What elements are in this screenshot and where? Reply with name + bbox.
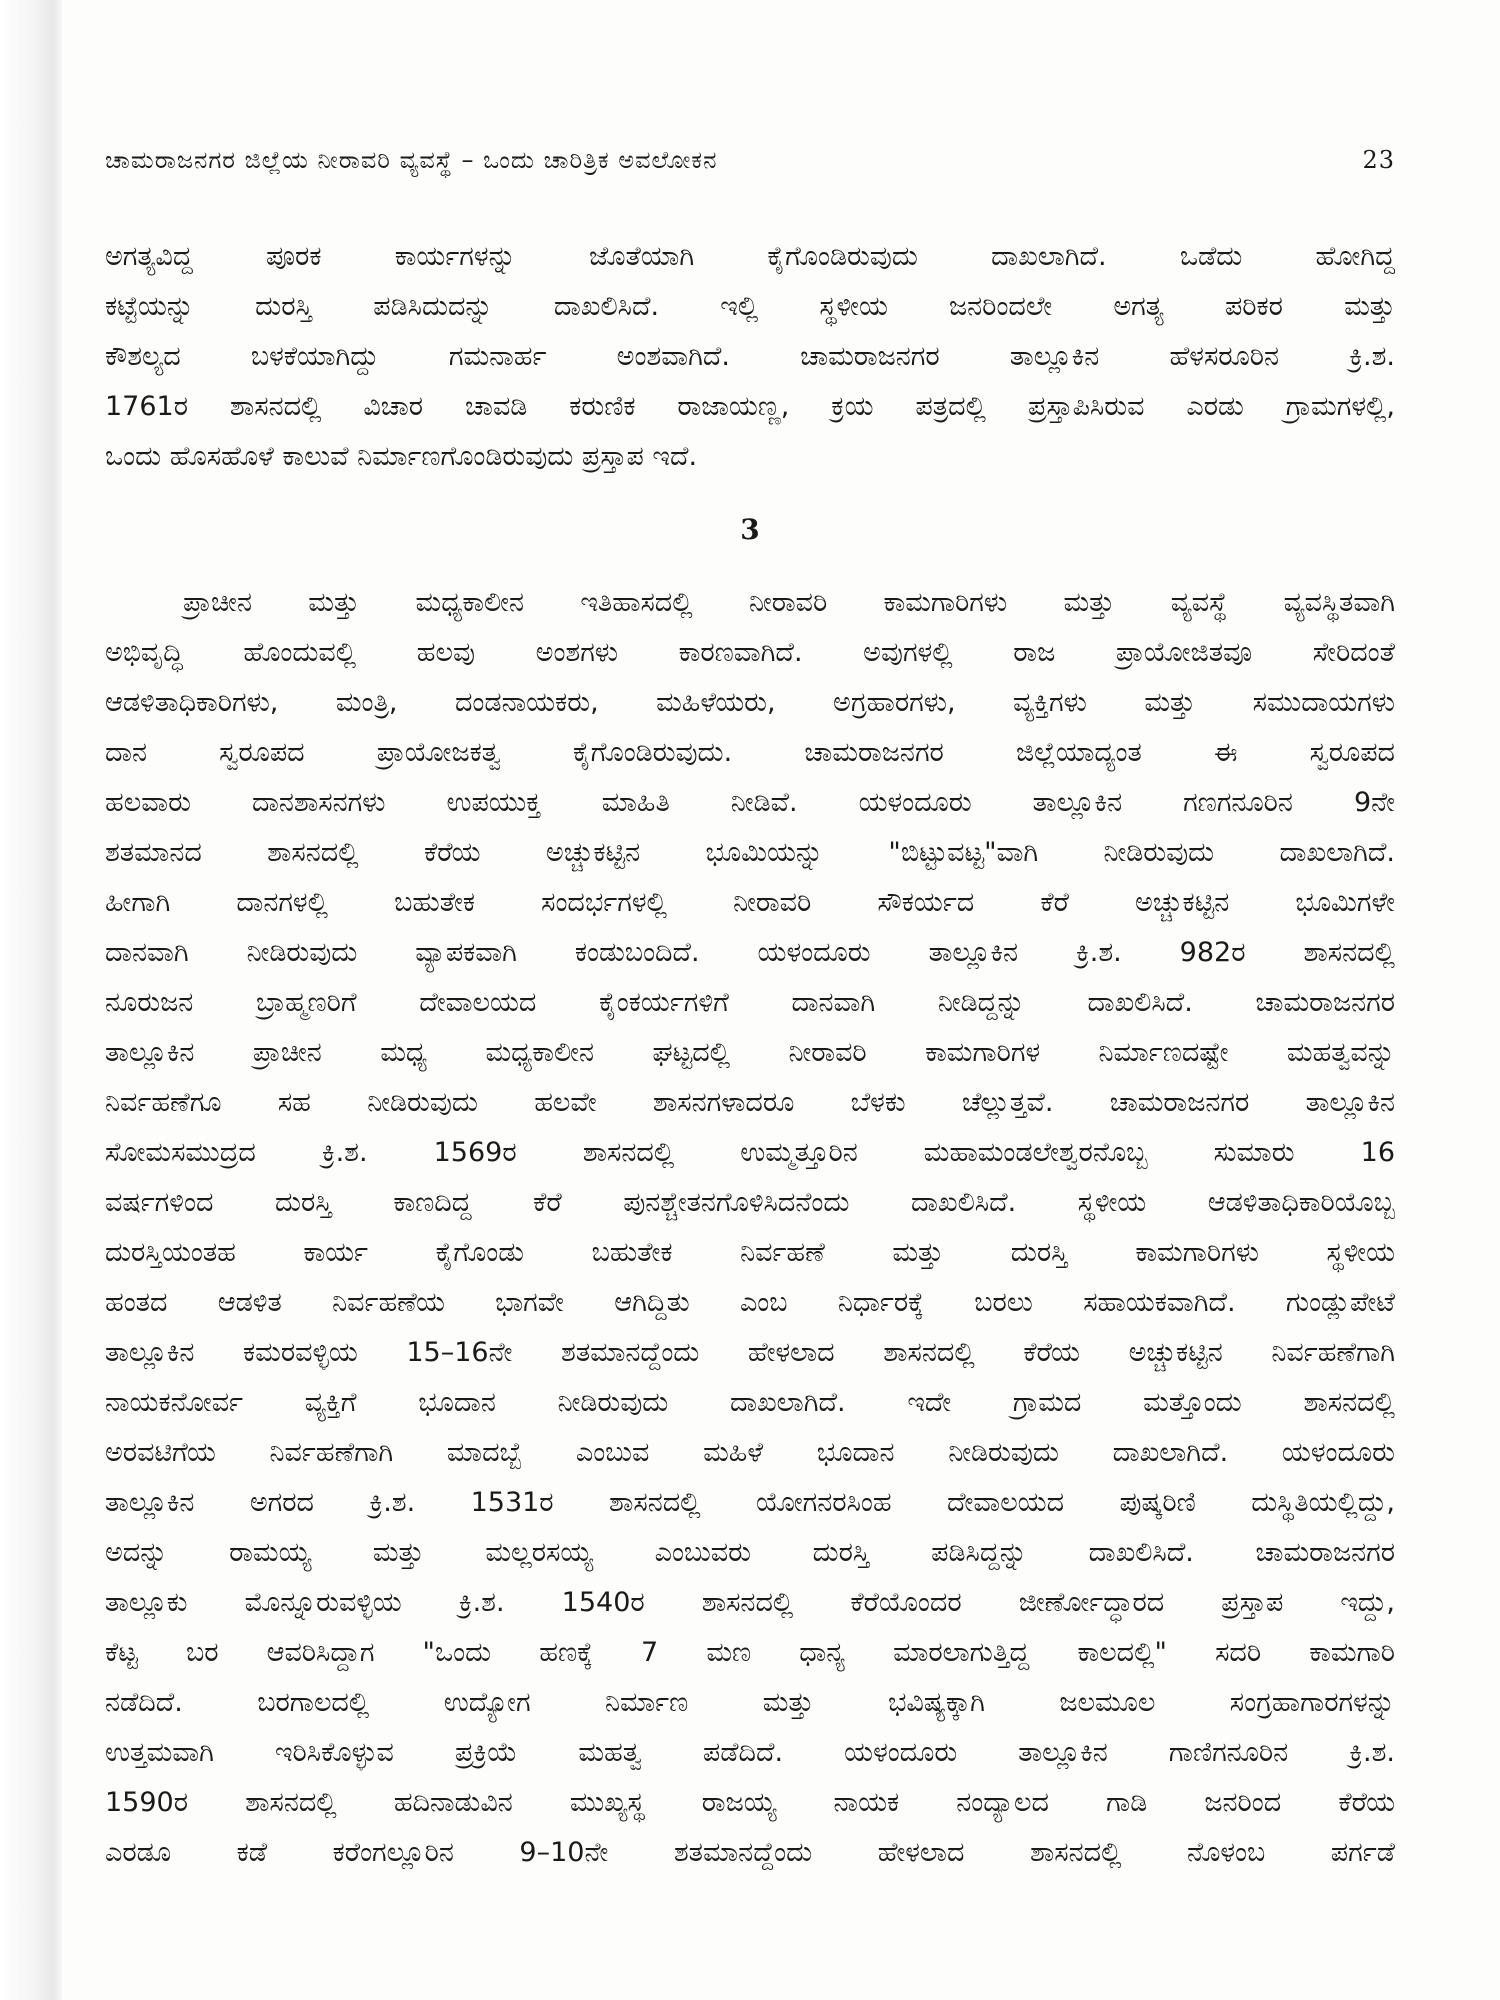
text-line: ದುರಸ್ತಿಯಂತಹ ಕಾರ್ಯ ಕೈಗೊಂಡು ಬಹುತೇಕ ನಿರ್ವಹಣೆ ಮತ್ತು ದುರಸ್ತಿ ಕಾಮಗಾರಿಗಳು ಸ್ಥಳೀಯ [105,1237,1395,1268]
text-line: ಪ್ರಾಚೀನ ಮತ್ತು ಮಧ್ಯಕಾಲೀನ ಇತಿಹಾಸದಲ್ಲಿ ನೀರಾವರಿ ಕಾಮಗಾರಿಗಳು ಮತ್ತು ವ್ಯವಸ್ಥೆ ವ್ಯವಸ್ಥಿತವಾಗಿ [183,587,1395,618]
page-number: 23 [1362,146,1395,174]
text-line: ಕೌಶಲ್ಯದ ಬಳಕೆಯಾಗಿದ್ದು ಗಮನಾರ್ಹ ಅಂಶವಾಗಿದೆ. ಚಾಮರಾಜನಗರ ತಾಲ್ಲೂಕಿನ ಹೆಳಸರೂರಿನ ಕ್ರಿ.ಶ. [105,341,1395,372]
text-line: ಅಭಿವೃದ್ಧಿ ಹೊಂದುವಲ್ಲಿ ಹಲವು ಅಂಶಗಳು ಕಾರಣವಾಗಿದೆ. ಅವುಗಳಲ್ಲಿ ರಾಜ ಪ್ರಾಯೋಜಿತವೂ ಸೇರಿದಂತೆ [105,637,1395,668]
text-line: ಸೋಮಸಮುದ್ರದ ಕ್ರಿ.ಶ. 1569ರ ಶಾಸನದಲ್ಲಿ ಉಮ್ಮತ್ತೂರಿನ ಮಹಾಮಂಡಲೇಶ್ವರನೊಬ್ಬ ಸುಮಾರು 16 [105,1137,1395,1168]
text-line: 1761ರ ಶಾಸನದಲ್ಲಿ ವಿಚಾರ ಚಾವಡಿ ಕರುಣಿಕ ರಾಜಾಯಣ್ಣ, ಕ್ರಯ ಪತ್ರದಲ್ಲಿ ಪ್ರಸ್ತಾಪಿಸಿರುವ ಎರಡು ಗ್ರಾಮಗಳಲ್ಲಿ, [105,391,1395,422]
text-line: ತಾಲ್ಲೂಕಿನ ಅಗರದ ಕ್ರಿ.ಶ. 1531ರ ಶಾಸನದಲ್ಲಿ ಯೋಗನರಸಿಂಹ ದೇವಾಲಯದ ಪುಷ್ಕರಿಣಿ ದುಸ್ಥಿತಿಯಲ್ಲಿದ್ದು, [105,1487,1395,1518]
text-line: ನಿರ್ವಹಣೆಗೂ ಸಹ ನೀಡಿರುವುದು ಹಲವೇ ಶಾಸನಗಳಾದರೂ ಬೆಳಕು ಚೆಲ್ಲುತ್ತವೆ. ಚಾಮರಾಜನಗರ ತಾಲ್ಲೂಕಿನ [105,1087,1395,1118]
text-line: ಹಂತದ ಆಡಳಿತ ನಿರ್ವಹಣೆಯ ಭಾಗವೇ ಆಗಿದ್ದಿತು ಎಂಬ ನಿರ್ಧಾರಕ್ಕೆ ಬರಲು ಸಹಾಯಕವಾಗಿದೆ. ಗುಂಡ್ಲುಪೇಟೆ [105,1287,1395,1318]
text-line: ದಾನ ಸ್ವರೂಪದ ಪ್ರಾಯೋಜಕತ್ವ ಕೈಗೊಂಡಿರುವುದು. ಚಾಮರಾಜನಗರ ಜಿಲ್ಲೆಯಾದ್ಯಂತ ಈ ಸ್ವರೂಪದ [105,737,1395,768]
text-line: ತಾಲ್ಲೂಕು ಮೊನ್ನೂರುವಳ್ಳಿಯ ಕ್ರಿ.ಶ. 1540ರ ಶಾಸನದಲ್ಲಿ ಕೆರೆಯೊಂದರ ಜೀರ್ಣೋದ್ಧಾರದ ಪ್ರಸ್ತಾಪ ಇದ್ದು, [105,1587,1395,1618]
paragraph-continued [105,232,1395,482]
text-line: ಶತಮಾನದ ಶಾಸನದಲ್ಲಿ ಕೆರೆಯ ಅಚ್ಚುಕಟ್ಟಿನ ಭೂಮಿಯನ್ನು "ಬಿಟ್ಟುವಟ್ಟ"ವಾಗಿ ನೀಡಿರುವುದು ದಾಖಲಾಗಿದೆ. [105,837,1395,868]
running-title: ಚಾಮರಾಜನಗರ ಜಿಲ್ಲೆಯ ನೀರಾವರಿ ವ್ಯವಸ್ಥೆ – ಒಂದು ಚಾರಿತ್ರಿಕ ಅವಲೋಕನ [105,146,718,174]
text-line: ದಾನವಾಗಿ ನೀಡಿರುವುದು ವ್ಯಾಪಕವಾಗಿ ಕಂಡುಬಂದಿದೆ. ಯಳಂದೂರು ತಾಲ್ಲೂಕಿನ ಕ್ರಿ.ಶ. 982ರ ಶಾಸನದಲ್ಲಿ [105,937,1395,968]
binding-gutter-shadow [0,0,62,2000]
text-line: ಎರಡೂ ಕಡೆ ಕರೆಂಗಲ್ಲೂರಿನ 9–10ನೇ ಶತಮಾನದ್ದೆಂದು ಹೇಳಲಾದ ಶಾಸನದಲ್ಲಿ ನೊಳಂಬ ಪರ್ಗಡೆ [105,1837,1395,1868]
text-line: ಕಟ್ಟೆಯನ್ನು ದುರಸ್ತಿ ಪಡಿಸಿದುದನ್ನು ದಾಖಲಿಸಿದೆ. ಇಲ್ಲಿ ಸ್ಥಳೀಯ ಜನರಿಂದಲೇ ಅಗತ್ಯ ಪರಿಕರ ಮತ್ತು [105,291,1395,322]
text-line: ಅದನ್ನು ರಾಮಯ್ಯ ಮತ್ತು ಮಲ್ಲರಸಯ್ಯ ಎಂಬುವರು ದುರಸ್ತಿ ಪಡಿಸಿದ್ದನ್ನು ದಾಖಲಿಸಿದೆ. ಚಾಮರಾಜನಗರ [105,1537,1395,1568]
text-line: ನಾಯಕನೋರ್ವ ವ್ಯಕ್ತಿಗೆ ಭೂದಾನ ನೀಡಿರುವುದು ದಾಖಲಾಗಿದೆ. ಇದೇ ಗ್ರಾಮದ ಮತ್ತೊಂದು ಶಾಸನದಲ್ಲಿ [105,1387,1395,1418]
text-line: ಹಲವಾರು ದಾನಶಾಸನಗಳು ಉಪಯುಕ್ತ ಮಾಹಿತಿ ನೀಡಿವೆ. ಯಳಂದೂರು ತಾಲ್ಲೂಕಿನ ಗಣಗನೂರಿನ 9ನೇ [105,787,1395,818]
paragraph-section-3 [105,578,1395,1878]
text-line: ನಡೆದಿದೆ. ಬರಗಾಲದಲ್ಲಿ ಉದ್ಯೋಗ ನಿರ್ಮಾಣ ಮತ್ತು ಭವಿಷ್ಯಕ್ಕಾಗಿ ಜಲಮೂಲ ಸಂಗ್ರಹಾಗಾರಗಳನ್ನು [105,1687,1395,1718]
text-line: ಒಂದು ಹೊಸಹೊಳೆ ಕಾಲುವೆ ನಿರ್ಮಾಣಗೊಂಡಿರುವುದು ಪ್ರಸ್ತಾಪ ಇದೆ. [105,441,698,472]
text-line: ಅರವಟಿಗೆಯ ನಿರ್ವಹಣೆಗಾಗಿ ಮಾದಬ್ಬೆ ಎಂಬುವ ಮಹಿಳೆ ಭೂದಾನ ನೀಡಿರುವುದು ದಾಖಲಾಗಿದೆ. ಯಳಂದೂರು [105,1437,1395,1468]
text-line: ಆಡಳಿತಾಧಿಕಾರಿಗಳು, ಮಂತ್ರಿ, ದಂಡನಾಯಕರು, ಮಹಿಳೆಯರು, ಅಗ್ರಹಾರಗಳು, ವ್ಯಕ್ತಿಗಳು ಮತ್ತು ಸಮುದಾಯಗಳು [105,687,1395,718]
text-line: ಕೆಟ್ಟ ಬರ ಆವರಿಸಿದ್ದಾಗ "ಒಂದು ಹಣಕ್ಕೆ 7 ಮಣ ಧಾನ್ಯ ಮಾರಲಾಗುತ್ತಿದ್ದ ಕಾಲದಲ್ಲಿ" ಸದರಿ ಕಾಮಗಾರಿ [105,1637,1395,1668]
text-line: ಅಗತ್ಯವಿದ್ದ ಪೂರಕ ಕಾರ್ಯಗಳನ್ನು ಜೊತೆಯಾಗಿ ಕೈಗೊಂಡಿರುವುದು ದಾಖಲಾಗಿದೆ. ಒಡೆದು ಹೋಗಿದ್ದ [105,241,1395,272]
text-line: ವರ್ಷಗಳಿಂದ ದುರಸ್ತಿ ಕಾಣದಿದ್ದ ಕೆರೆ ಪುನಶ್ಚೇತನಗೊಳಿಸಿದನೆಂದು ದಾಖಲಿಸಿದೆ. ಸ್ಥಳೀಯ ಆಡಳಿತಾಧಿಕಾರಿಯೊಬ್ಬ [105,1187,1395,1218]
text-line: ನೂರುಜನ ಬ್ರಾಹ್ಮಣರಿಗೆ ದೇವಾಲಯದ ಕೈಂಕರ್ಯಗಳಿಗೆ ದಾನವಾಗಿ ನೀಡಿದ್ದನ್ನು ದಾಖಲಿಸಿದೆ. ಚಾಮರಾಜನಗರ [105,987,1395,1018]
text-line: ಹೀಗಾಗಿ ದಾನಗಳಲ್ಲಿ ಬಹುತೇಕ ಸಂದರ್ಭಗಳಲ್ಲಿ ನೀರಾವರಿ ಸೌಕರ್ಯದ ಕೆರೆ ಅಚ್ಚುಕಟ್ಟಿನ ಭೂಮಿಗಳೇ [105,887,1395,918]
section-number: 3 [740,513,760,546]
text-line: 1590ರ ಶಾಸನದಲ್ಲಿ ಹದಿನಾಡುವಿನ ಮುಖ್ಯಸ್ಥ ರಾಜಯ್ಯ ನಾಯಕ ನಂದ್ಯಾಲದ ಗಾಡಿ ಜನರಿಂದ ಕೆರೆಯ [105,1787,1395,1818]
running-header [105,140,1395,180]
text-line: ಉತ್ತಮವಾಗಿ ಇರಿಸಿಕೊಳ್ಳುವ ಪ್ರಕ್ರಿಯೆ ಮಹತ್ವ ಪಡೆದಿದೆ. ಯಳಂದೂರು ತಾಲ್ಲೂಕಿನ ಗಾಣಿಗನೂರಿನ ಕ್ರಿ.ಶ. [105,1737,1395,1768]
text-line: ತಾಲ್ಲೂಕಿನ ಪ್ರಾಚೀನ ಮಧ್ಯ ಮಧ್ಯಕಾಲೀನ ಘಟ್ಟದಲ್ಲಿ ನೀರಾವರಿ ಕಾಮಗಾರಿಗಳ ನಿರ್ಮಾಣದಷ್ಟೇ ಮಹತ್ವವನ್ನು [105,1037,1395,1068]
text-line: ತಾಲ್ಲೂಕಿನ ಕಮರವಳ್ಳಿಯ 15–16ನೇ ಶತಮಾನದ್ದೆಂದು ಹೇಳಲಾದ ಶಾಸನದಲ್ಲಿ ಕೆರೆಯ ಅಚ್ಚುಕಟ್ಟಿನ ನಿರ್ವಹಣೆಗಾಗಿ [105,1337,1395,1368]
